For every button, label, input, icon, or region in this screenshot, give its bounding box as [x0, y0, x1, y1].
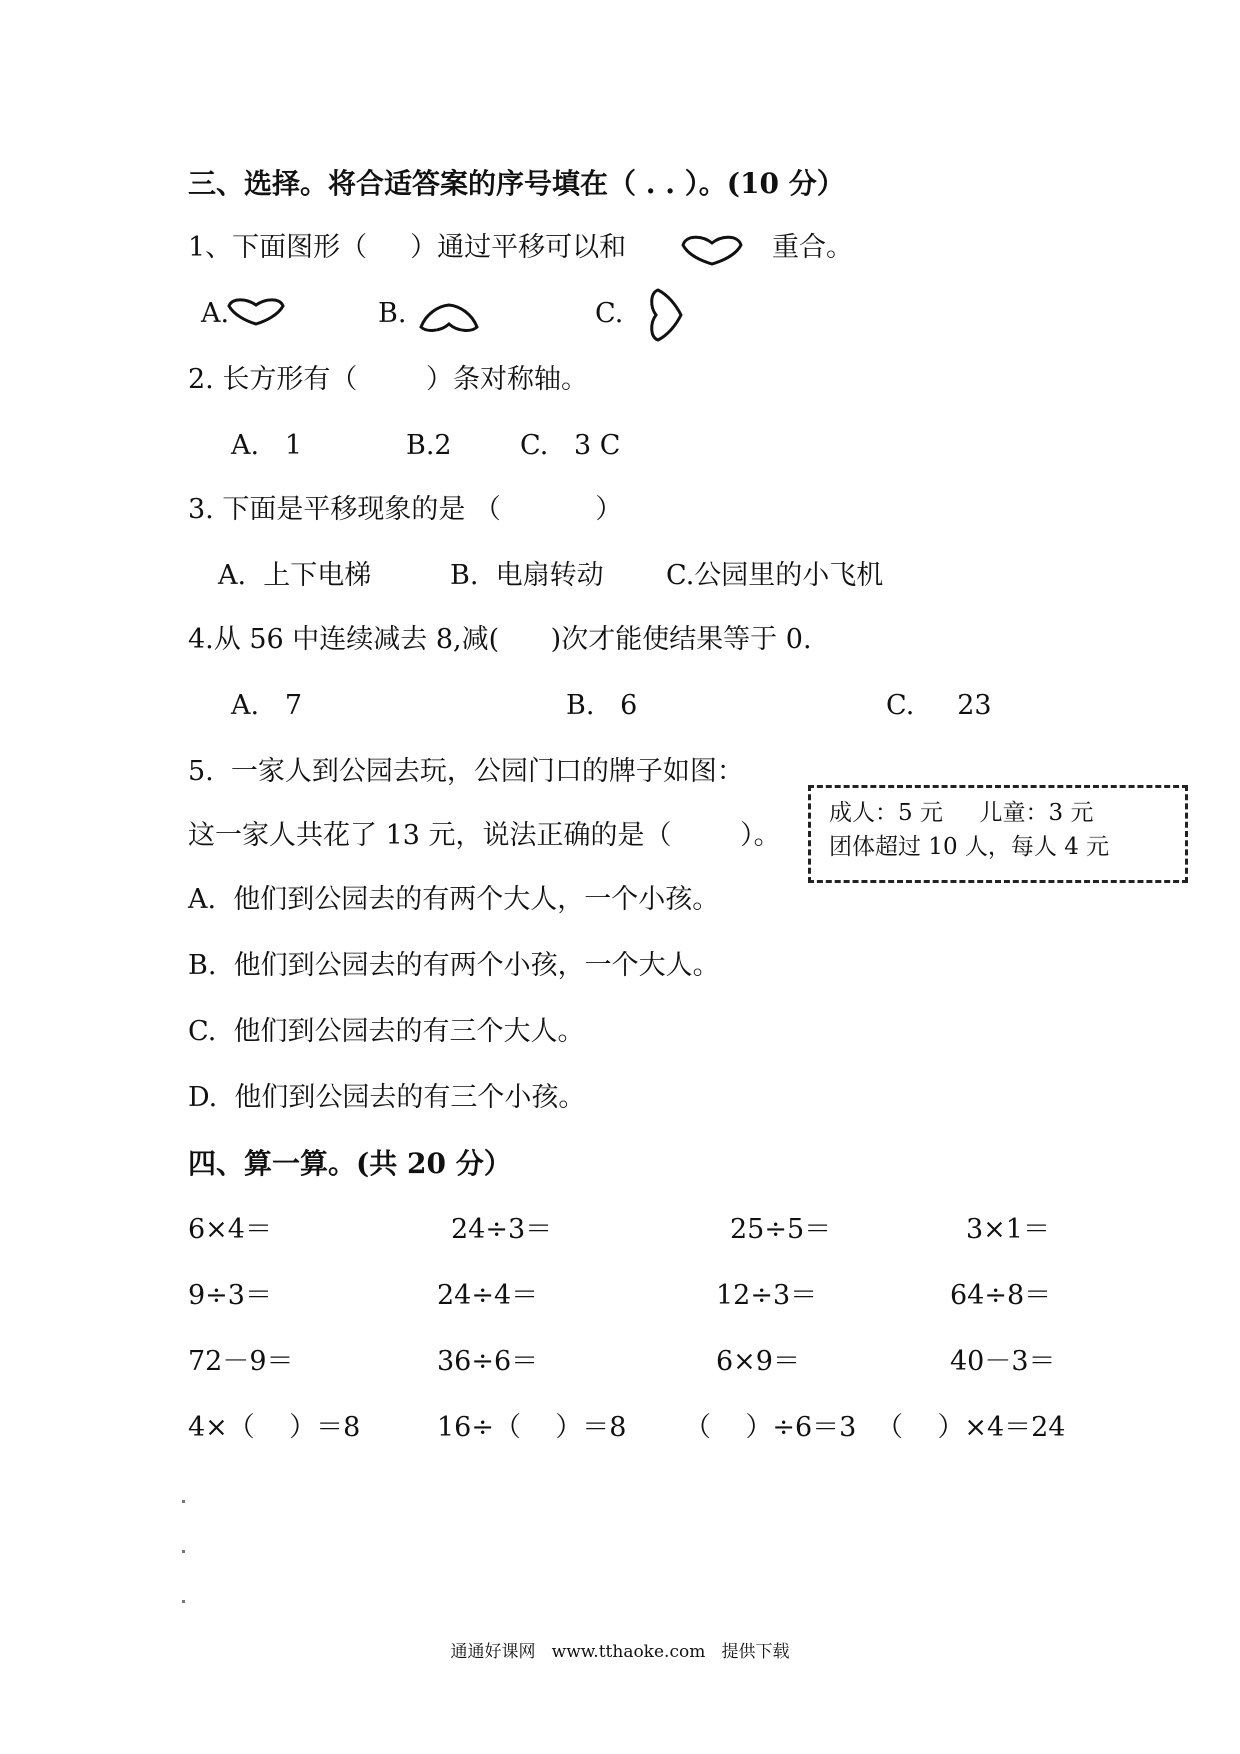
- q5-option-b: B. 他们到公园去的有两个小孩，一个大人。: [188, 950, 720, 981]
- q4-option-a: A. 7: [231, 690, 303, 721]
- heart-icon: [680, 234, 744, 266]
- calc-item: 12÷3＝: [716, 1280, 818, 1311]
- q2-option-a: A. 1: [231, 430, 303, 461]
- scan-speck: [182, 1600, 185, 1603]
- footer-credit: 通通好课网 www.tthaoke.com 提供下载: [450, 1642, 790, 1662]
- calc-item: （ ）×4＝24: [876, 1412, 1066, 1443]
- q5-option-a: A. 他们到公园去的有两个大人，一个小孩。: [188, 884, 720, 915]
- calc-item: 3×1＝: [966, 1214, 1050, 1245]
- q2-text: 2. 长方形有（ ）条对称轴。: [188, 364, 589, 395]
- q1-option-a-label: A.: [201, 298, 230, 329]
- q4-option-b: B. 6: [566, 690, 638, 721]
- q1-option-c-label: C.: [595, 298, 624, 329]
- q5-line2: 这一家人共花了 13 元，说法正确的是（ ）。: [188, 820, 781, 851]
- q3-option-c: C.公园里的小飞机: [666, 560, 884, 591]
- q1-text-before: 1、下面图形（ ）通过平移可以和: [188, 232, 627, 263]
- calc-item: 6×4＝: [188, 1214, 272, 1245]
- calc-item: 25÷5＝: [730, 1214, 832, 1245]
- calc-item: 24÷4＝: [437, 1280, 539, 1311]
- calc-item: 36÷6＝: [437, 1346, 539, 1377]
- q1-option-b-label: B.: [378, 298, 407, 329]
- sign-price-line: 成人：5 元 儿童：3 元: [829, 800, 1094, 826]
- q4-text: 4.从 56 中连续减去 8,减( )次才能使结果等于 0.: [188, 624, 812, 655]
- section4-title: 四、算一算。(共 20 分）: [188, 1147, 512, 1180]
- q5-option-c: C. 他们到公园去的有三个大人。: [188, 1016, 585, 1047]
- calc-item: 16÷（ ）＝8: [437, 1412, 627, 1443]
- section3-title: 三、选择。将合适答案的序号填在（ . . ）。(10 分）: [188, 167, 845, 200]
- q5-option-d: D. 他们到公园去的有三个小孩。: [188, 1082, 586, 1113]
- calc-item: 40－3＝: [950, 1346, 1056, 1377]
- upside-down-heart-icon: [418, 302, 480, 332]
- q1-text-after: 重合。: [772, 232, 853, 263]
- calc-item: 4×（ ）＝8: [188, 1412, 361, 1443]
- rotated-heart-icon: [648, 287, 684, 343]
- q4-option-c: C. 23: [886, 690, 992, 721]
- sign-group-line: 团体超过 10 人，每人 4 元: [829, 834, 1110, 860]
- calc-item: 6×9＝: [716, 1346, 800, 1377]
- q2-option-c: C. 3 C: [520, 430, 621, 461]
- q3-option-b: B. 电扇转动: [450, 560, 604, 591]
- calc-item: 24÷3＝: [451, 1214, 553, 1245]
- park-price-sign: [808, 785, 1188, 883]
- calc-item: （ ）÷6＝3: [684, 1412, 857, 1443]
- scan-speck: [182, 1550, 185, 1553]
- calc-item: 9÷3＝: [188, 1280, 272, 1311]
- calc-item: 72－9＝: [188, 1346, 294, 1377]
- q2-option-b: B.2: [406, 430, 452, 461]
- q3-text: 3. 下面是平移现象的是 （ ）: [188, 494, 623, 525]
- heart-shape-icon: [226, 296, 286, 326]
- scan-speck: [182, 1500, 185, 1503]
- q3-option-a: A. 上下电梯: [218, 560, 372, 591]
- calc-item: 64÷8＝: [950, 1280, 1052, 1311]
- q5-line1: 5. 一家人到公园去玩，公园门口的牌子如图：: [188, 756, 744, 787]
